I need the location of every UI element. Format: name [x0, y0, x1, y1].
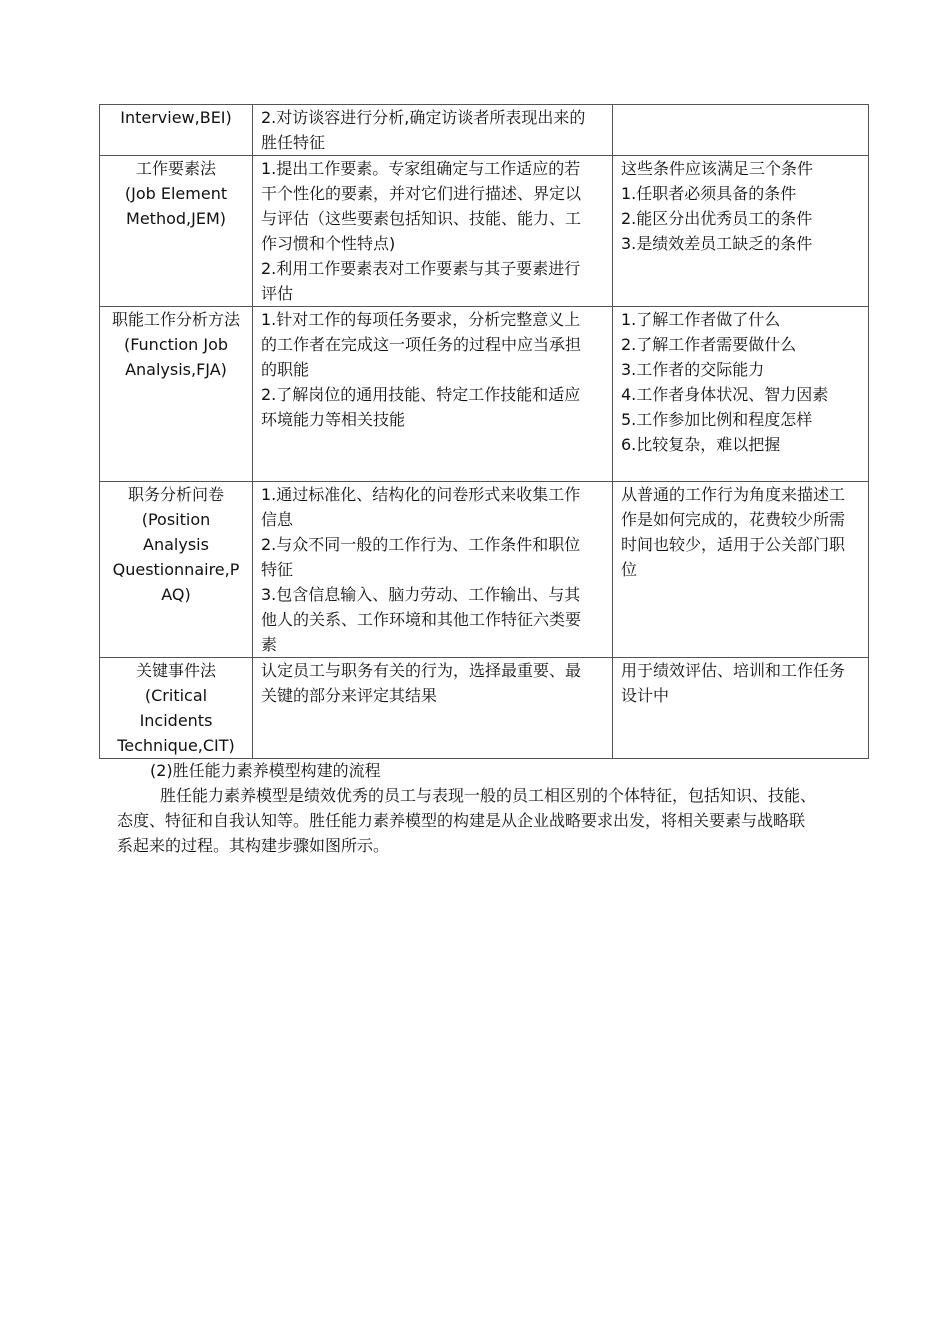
cell-line: 信息: [261, 510, 294, 529]
cell-line: 认定员工与职务有关的行为，选择最重要、最: [261, 661, 582, 680]
cell-line: 2.利用工作要素表对工作要素与其子要素进行: [261, 259, 581, 278]
cell-line: (Function Job: [123, 335, 229, 354]
cell-line: Incidents: [139, 711, 213, 730]
cell-line: 1.通过标准化、结构化的问卷形式来收集工作: [261, 485, 581, 504]
cell-line: 3.包含信息输入、脑力劳动、工作输出、与其: [261, 585, 581, 604]
cell-line: 3.工作者的交际能力: [621, 360, 765, 379]
cell-line: (Job Element: [124, 184, 228, 203]
feature-cell: [613, 658, 869, 759]
cell-line: 环境能力等相关技能: [261, 410, 406, 429]
cell-line: 2.了解岗位的通用技能、特定工作技能和适应: [261, 385, 581, 404]
cell-line: 职务分析问卷: [127, 485, 224, 504]
cell-line: Questionnaire,P: [112, 560, 240, 579]
body-line: 胜任能力素养模型是绩效优秀的员工与表现一般的员工相区别的个体特征，包括知识、技能、: [160, 786, 817, 805]
cell-line: 1.提出工作要素。专家组确定与工作适应的若: [261, 159, 581, 178]
cell-line: 2.与众不同一般的工作行为、工作条件和职位: [261, 535, 581, 554]
cell-line: 作习惯和个性特点): [261, 234, 396, 253]
content-cell: [253, 105, 613, 156]
table-row: [100, 156, 869, 307]
cell-line: 素: [261, 635, 278, 654]
cell-line: (Position: [141, 510, 211, 529]
cell-line: 职能工作分析方法: [111, 310, 240, 329]
method-name-cell: [100, 658, 253, 759]
content-cell: [253, 482, 613, 658]
cell-line: 2.能区分出优秀员工的条件: [621, 209, 813, 228]
table-row: [100, 105, 869, 156]
body-line: 系起来的过程。其构建步骤如图所示。: [117, 836, 390, 855]
cell-line: Analysis,FJA): [125, 360, 227, 379]
cell-line: 与评估（这些要素包括知识、技能、能力、工: [261, 209, 582, 228]
cell-line: Analysis: [143, 535, 209, 554]
body-paragraph: [117, 783, 862, 858]
cell-line: 特征: [261, 560, 294, 579]
cell-line: 3.是绩效差员工缺乏的条件: [621, 234, 813, 253]
feature-cell: [613, 482, 869, 658]
feature-cell: [613, 307, 869, 482]
cell-line: 1.任职者必须具备的条件: [621, 184, 797, 203]
cell-line: 用于绩效评估、培训和工作任务: [621, 661, 846, 680]
cell-line: 1.了解工作者做了什么: [621, 310, 781, 329]
cell-line: 工作要素法: [135, 159, 216, 178]
content-cell: [253, 156, 613, 307]
cell-line: Method,JEM): [126, 209, 226, 228]
feature-cell: [613, 105, 869, 156]
cell-line: 从普通的工作行为角度来描述工: [621, 485, 846, 504]
cell-line: 4.工作者身体状况、智力因素: [621, 385, 829, 404]
cell-line: 设计中: [621, 686, 670, 705]
cell-line: 他人的关系、工作环境和其他工作特征六类要: [261, 610, 582, 629]
content-cell: [253, 658, 613, 759]
method-name-cell: [100, 156, 253, 307]
cell-line: Interview,BEI): [120, 108, 232, 127]
cell-line: 5.工作参加比例和程度怎样: [621, 410, 813, 429]
cell-line: 1.针对工作的每项任务要求，分析完整意义上: [261, 310, 581, 329]
section-heading: (2)胜任能力素养模型构建的流程: [150, 761, 381, 780]
cell-line: 的职能: [261, 360, 310, 379]
feature-cell: [613, 156, 869, 307]
cell-line: 干个性化的要素，并对它们进行描述、界定以: [261, 184, 582, 203]
cell-line: 关键的部分来评定其结果: [261, 686, 438, 705]
table-row: [100, 658, 869, 759]
method-name-cell: [100, 307, 253, 482]
method-name-cell: [100, 482, 253, 658]
cell-line: 位: [621, 560, 638, 579]
methods-table: [99, 104, 869, 759]
cell-line: 作是如何完成的，花费较少所需: [621, 510, 846, 529]
cell-line: Technique,CIT): [117, 736, 235, 755]
methods-table-body: [100, 105, 869, 759]
cell-line: AQ): [161, 585, 191, 604]
table-row: [100, 482, 869, 658]
cell-line: 2.对访谈容进行分析,确定访谈者所表现出来的: [261, 108, 586, 127]
cell-line: (Critical: [144, 686, 208, 705]
cell-line: 胜任特征: [261, 133, 326, 152]
cell-line: 6.比较复杂，难以把握: [621, 435, 781, 454]
method-name-cell: [100, 105, 253, 156]
cell-line: 的工作者在完成这一项任务的过程中应当承担: [261, 335, 582, 354]
cell-line: 关键事件法: [135, 661, 216, 680]
content-cell: [253, 307, 613, 482]
cell-line: 评估: [261, 284, 294, 303]
body-line: 态度、特征和自我认知等。胜任能力素养模型的构建是从企业战略要求出发，将相关要素与战略联: [117, 811, 806, 830]
cell-line: 时间也较少，适用于公关部门职: [621, 535, 846, 554]
cell-line: 2.了解工作者需要做什么: [621, 335, 797, 354]
cell-line: 这些条件应该满足三个条件: [621, 159, 814, 178]
table-row: [100, 307, 869, 482]
